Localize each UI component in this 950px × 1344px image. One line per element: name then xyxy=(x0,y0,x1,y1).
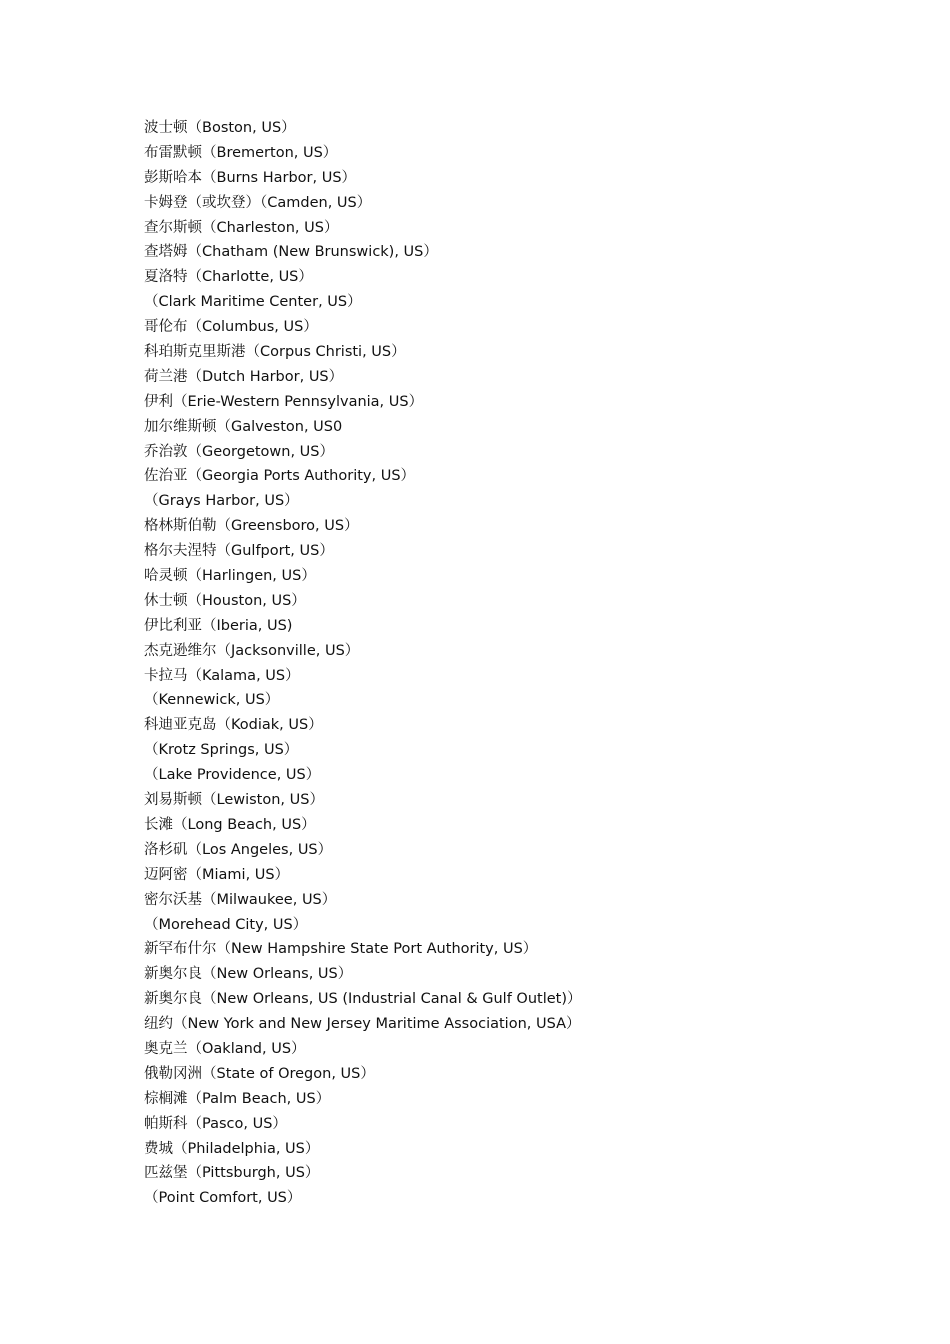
port-list-item: 费城（Philadelphia, US） xyxy=(144,1140,320,1157)
port-list-item: 纽约（New York and New Jersey Maritime Association, USA） xyxy=(144,1016,581,1033)
port-list-item: 匹兹堡（Pittsburgh, US） xyxy=(144,1165,320,1182)
port-list-item: 迈阿密（Miami, US） xyxy=(144,866,290,883)
port-list-item: 佐治亚（Georgia Ports Authority, US） xyxy=(144,468,416,485)
port-list-item: 科迪亚克岛（Kodiak, US） xyxy=(144,717,323,734)
port-list-item: （Grays Harbor, US） xyxy=(144,493,299,510)
port-list-item: 新奥尔良（New Orleans, US (Industrial Canal & Gulf Outlet)） xyxy=(144,991,582,1008)
port-list-item: （Kennewick, US） xyxy=(144,692,280,709)
port-list-item: 格林斯伯勒（Greensboro, US） xyxy=(144,518,359,535)
port-list-item: 卡姆登（或坎登）（Camden, US） xyxy=(144,194,372,211)
port-list-item: 棕榈滩（Palm Beach, US） xyxy=(144,1090,331,1107)
port-list-item: 密尔沃基（Milwaukee, US） xyxy=(144,891,337,908)
port-list-item: 夏洛特（Charlotte, US） xyxy=(144,269,313,286)
port-list-item: （Krotz Springs, US） xyxy=(144,742,299,759)
port-list-item: 刘易斯顿（Lewiston, US） xyxy=(144,792,324,809)
port-list-item: 荷兰港（Dutch Harbor, US） xyxy=(144,368,344,385)
port-list-item: 布雷默顿（Bremerton, US） xyxy=(144,144,338,161)
port-list-item: 伊比利亚（Iberia, US) xyxy=(144,617,293,634)
port-list-item: 长滩（Long Beach, US） xyxy=(144,816,316,833)
port-list-item: （Point Comfort, US） xyxy=(144,1190,302,1207)
port-list-item: 卡拉马（Kalama, US） xyxy=(144,667,300,684)
port-list-item: 查尔斯顿（Charleston, US） xyxy=(144,219,339,236)
port-list-item: 哥伦布（Columbus, US） xyxy=(144,319,318,336)
port-list-item: 俄勒冈洲（State of Oregon, US） xyxy=(144,1065,375,1082)
port-list-item: （Clark Maritime Center, US） xyxy=(144,294,362,311)
port-list-item: 新奥尔良（New Orleans, US） xyxy=(144,966,353,983)
port-list-item: 帕斯科（Pasco, US） xyxy=(144,1115,287,1132)
port-list-item: 乔治敦（Georgetown, US） xyxy=(144,443,335,460)
port-list-item: （Lake Providence, US） xyxy=(144,767,321,784)
port-list-item: 科珀斯克里斯港（Corpus Christi, US） xyxy=(144,344,406,361)
port-list-item: 休士顿（Houston, US） xyxy=(144,592,306,609)
port-list-item: 新罕布什尔（New Hampshire State Port Authority, US） xyxy=(144,941,538,958)
port-list-item: 波士顿（Boston, US） xyxy=(144,120,296,136)
port-list-item: （Morehead City, US） xyxy=(144,916,308,933)
port-list-item: 加尔维斯顿（Galveston, US0 xyxy=(144,418,343,435)
port-list-item: 奥克兰（Oakland, US） xyxy=(144,1040,306,1057)
port-list-item: 彭斯哈本（Burns Harbor, US） xyxy=(144,169,357,186)
port-list-item: 查塔姆（Chatham (New Brunswick), US） xyxy=(144,244,438,261)
port-list-item: 哈灵顿（Harlingen, US） xyxy=(144,568,316,585)
port-list-item: 伊利（Erie-Western Pennsylvania, US） xyxy=(144,393,424,410)
port-list-item: 格尔夫涅特（Gulfport, US） xyxy=(144,543,334,560)
port-list xyxy=(144,116,582,1211)
port-list-item: 杰克逊维尔（Jacksonville, US） xyxy=(144,642,360,659)
port-list-item: 洛杉矶（Los Angeles, US） xyxy=(144,841,333,858)
